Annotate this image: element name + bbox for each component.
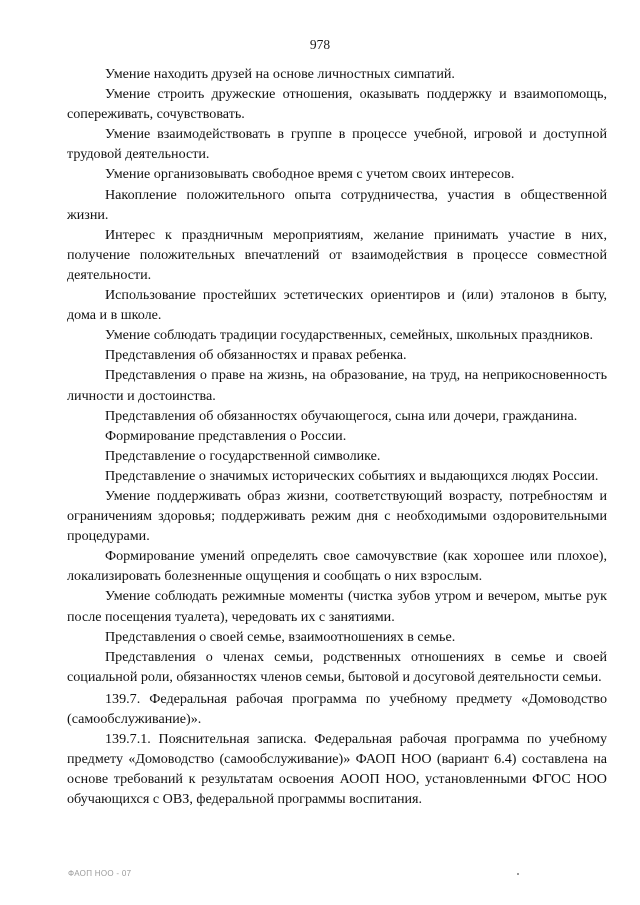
paragraph-friendship: Умение строить дружеские отношения, оказывать поддержку и взаимопомощь, сопереживать, сочувствовать. <box>67 86 607 123</box>
scan-speck <box>517 873 519 875</box>
paragraph-free-time: Умение организовывать свободное время с учетом своих интересов. <box>105 166 515 183</box>
section-heading: 139.7. Федеральная рабочая программа по учебному предмету «Домоводство (самообслуживание)». <box>67 690 607 727</box>
paragraph-holidays-interest: Интерес к праздничным мероприятиям, желание принимать участие в них, получение положительных впечатлений от взаимодействия в процессе совместной деятельности. <box>67 226 607 283</box>
paragraph-family: Представления о своей семье, взаимоотношениях в семье. <box>105 628 456 645</box>
paragraph-child-rights: Представления об обязанностях и правах ребенка. <box>105 347 407 364</box>
paragraph-right-to-life: Представления о праве на жизнь, на образование, на труд, на неприкосновенность личности и достоинства. <box>67 367 607 404</box>
footer-mark: ФАОП НОО - 07 <box>68 869 132 878</box>
paragraph-cooperation: Накопление положительного опыта сотрудничества, участия в общественной жизни. <box>67 186 607 223</box>
paragraph-family-roles: Представления о членах семьи, родственных отношениях в семье и своей социальной роли, обязанностях членов семьи, бытовой и досуговой деятельности семьи. <box>67 648 607 685</box>
page-number: 978 <box>309 37 331 52</box>
paragraph-symbols: Представление о государственной символике. <box>105 447 381 464</box>
paragraph-friends: Умение находить друзей на основе личностных симпатий. <box>105 66 455 82</box>
paragraph-traditions: Умение соблюдать традиции государственных, семейных, школьных праздников. <box>105 327 593 344</box>
paragraph-duties: Представления об обязанностях обучающегося, сына или дочери, гражданина. <box>105 407 578 424</box>
paragraph-routine: Умение соблюдать режимные моменты (чистка зубов утром и вечером, мытье рук после посещения туалета), чередовать их с занятиями. <box>67 588 607 625</box>
paragraph-wellbeing: Формирование умений определять свое самочувствие (как хорошее или плохое), локализировать болезненные ощущения и сообщать о них взрослым. <box>67 548 607 585</box>
paragraph-russia: Формирование представления о России. <box>105 427 347 444</box>
section-explanatory-note: 139.7.1. Пояснительная записка. Федеральная рабочая программа по учебному предмету «Домоводство (самообслуживание)» ФАОП НОО (вариант 6.4) составлена на основе требований к результатам освоения АООП НОО, установленными ФГОС НОО обучающихся с ОВЗ, федеральной программы воспитания. <box>67 731 607 808</box>
paragraph-history: Представление о значимых исторических событиях и выдающихся людях России. <box>105 467 599 484</box>
paragraph-lifestyle: Умение поддерживать образ жизни, соответствующий возрасту, потребностям и ограничениям здоровья; поддерживать режим дня с необходимыми оздоровительными процедурами. <box>67 487 607 545</box>
paragraph-group-interaction: Умение взаимодействовать в группе в процессе учебной, игровой и доступной трудовой деятельности. <box>67 126 607 163</box>
paragraph-aesthetics: Использование простейших эстетических ориентиров и (или) эталонов в быту, дома и в школе. <box>67 287 607 324</box>
page-body <box>67 64 607 809</box>
